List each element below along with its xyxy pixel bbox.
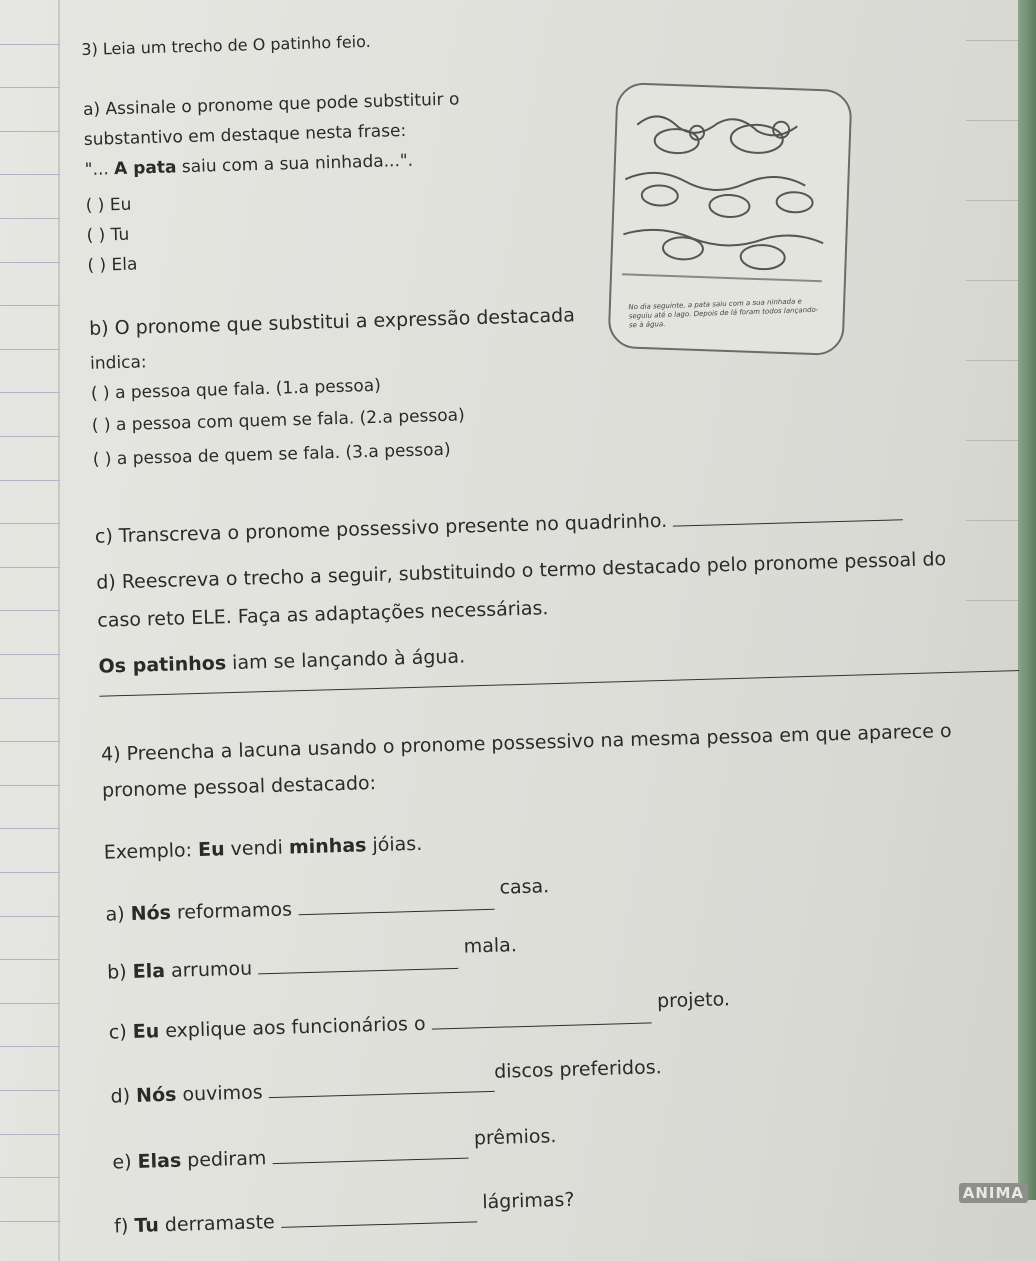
notebook-rule [0, 392, 60, 393]
q3d-highlight: Os patinhos [98, 652, 227, 678]
notebook-rule [0, 698, 60, 699]
item-after: prêmios. [473, 1125, 557, 1150]
q3a-prompt-line1: a) Assinale o pronome que pode substituir o [82, 89, 460, 120]
q3a-option-tu[interactable]: ( ) Tu [86, 224, 130, 246]
notebook-rule [0, 959, 60, 960]
item-verb: reformamos [170, 898, 293, 924]
notebook-rule [0, 567, 60, 568]
q4-item-d-blank[interactable] [268, 1075, 494, 1098]
quote-suffix: saiu com a sua ninhada...". [176, 150, 414, 178]
q4-item-c [108, 988, 731, 1044]
notebook-rule [0, 131, 60, 132]
q3c-prompt [95, 503, 904, 548]
example-verb: vendi [224, 836, 290, 861]
notebook-rule [0, 1221, 60, 1222]
q3b-option-2[interactable]: ( ) a pessoa com quem se fala. (2.a pessoa) [91, 405, 465, 436]
q4-example [104, 833, 423, 864]
q4-item-e [112, 1125, 557, 1174]
item-subject: Ela [132, 960, 166, 983]
q3a-option-ela[interactable]: ( ) Ela [87, 254, 138, 276]
notebook-rule [0, 349, 60, 350]
q4-item-b-blank[interactable] [258, 952, 458, 975]
item-subject: Eu [132, 1020, 160, 1043]
q4-item-b [106, 934, 518, 984]
item-label: e) [112, 1150, 138, 1174]
example-possessive: minhas [288, 834, 367, 859]
example-pronoun: Eu [197, 838, 225, 862]
item-label: c) [108, 1020, 134, 1044]
notebook-rule [0, 741, 60, 742]
example-prefix: Exemplo: [103, 839, 199, 864]
q3d-rest: iam se lançando à água. [225, 645, 466, 675]
q4-title-line1: 4) Preencha a lacuna usando o pronome possessivo na mesma pessoa em que aparece o [100, 719, 952, 766]
notebook-rule [0, 305, 60, 306]
item-verb: pediram [180, 1147, 267, 1172]
q3d-answer-line[interactable] [99, 670, 1019, 697]
item-after: mala. [463, 934, 518, 958]
item-label: f) [113, 1214, 135, 1238]
item-subject: Nós [135, 1083, 177, 1107]
item-after: lágrimas? [481, 1188, 575, 1214]
item-verb: explique aos funcionários o [158, 1012, 426, 1043]
q4-item-a-blank[interactable] [298, 893, 494, 915]
notebook-rule [0, 523, 60, 524]
notebook-rule [0, 1003, 60, 1004]
item-label: d) [110, 1084, 137, 1108]
q4-title-line2: pronome pessoal destacado: [101, 772, 377, 802]
notebook-rule [0, 610, 60, 611]
q3b-option-3[interactable]: ( ) a pessoa de quem se fala. (3.a pessoa) [92, 439, 451, 470]
illustration-caption: No dia seguinte, a pata saiu com a sua ninhada e seguiu até o lago. Depois de lá foram todos lançando-se à água. [628, 297, 819, 330]
q3b-prompt-line2: indica: [89, 352, 147, 374]
notebook-rule [0, 916, 60, 917]
q4-item-f-blank[interactable] [280, 1205, 476, 1227]
item-label: a) [105, 902, 131, 926]
item-subject: Tu [134, 1214, 160, 1237]
notebook-rule [0, 44, 60, 45]
q4-item-c-blank[interactable] [431, 1006, 651, 1029]
q3b-prompt-line1: b) O pronome que substitui a expressão destacada [88, 304, 576, 340]
publisher-logo: ANIMA [959, 1183, 1028, 1203]
notebook-rule [0, 828, 60, 829]
worksheet-text [80, 0, 1036, 1261]
notebook-rule [0, 872, 60, 873]
q4-item-d [110, 1056, 662, 1108]
notebook-rule [0, 1046, 60, 1047]
example-object: jóias. [366, 832, 423, 857]
notebook-rule [0, 654, 60, 655]
notebook-rule [0, 785, 60, 786]
item-verb: arrumou [164, 957, 253, 983]
q3a-quote [84, 151, 413, 180]
quote-prefix: "... [84, 159, 115, 180]
notebook-rule [0, 1090, 60, 1091]
notebook-rule [0, 218, 60, 219]
q4-item-e-blank[interactable] [272, 1142, 468, 1164]
quote-highlight: A pata [113, 157, 177, 180]
q3b-option-1[interactable]: ( ) a pessoa que fala. (1.a pessoa) [90, 375, 382, 404]
notebook-rule [0, 87, 60, 88]
item-verb: derramaste [158, 1211, 275, 1237]
q3a-prompt-line2: substantivo em destaque nesta frase: [83, 120, 407, 150]
item-after: discos preferidos. [493, 1056, 662, 1083]
notebook-rule [0, 480, 60, 481]
item-after: projeto. [656, 988, 731, 1013]
item-after: casa. [499, 875, 550, 899]
q3a-option-eu[interactable]: ( ) Eu [85, 194, 132, 216]
notebook-rule [0, 1177, 60, 1178]
item-subject: Elas [137, 1149, 182, 1173]
item-verb: ouvimos [176, 1081, 263, 1106]
notebook-rule [0, 436, 60, 437]
notebook-rule [0, 1134, 60, 1135]
margin-line [58, 0, 60, 1261]
q3c-text: c) Transcreva o pronome possessivo presente no quadrinho. [94, 509, 668, 548]
q3d-sentence [98, 646, 465, 678]
q3d-prompt-line2: caso reto ELE. Faça as adaptações necessárias. [97, 597, 549, 632]
q4-item-a [105, 875, 550, 926]
q4-item-f [113, 1188, 575, 1238]
notebook-rule [0, 174, 60, 175]
q3d-prompt-line1: d) Reescreva o trecho a seguir, substituindo o termo destacado pelo pronome pessoal do [95, 548, 947, 594]
item-label: b) [106, 960, 133, 984]
q3-title: 3) Leia um trecho de O patinho feio. [81, 31, 371, 59]
notebook-rule [0, 262, 60, 263]
q3c-answer-blank[interactable] [673, 503, 903, 526]
item-subject: Nós [130, 901, 172, 925]
